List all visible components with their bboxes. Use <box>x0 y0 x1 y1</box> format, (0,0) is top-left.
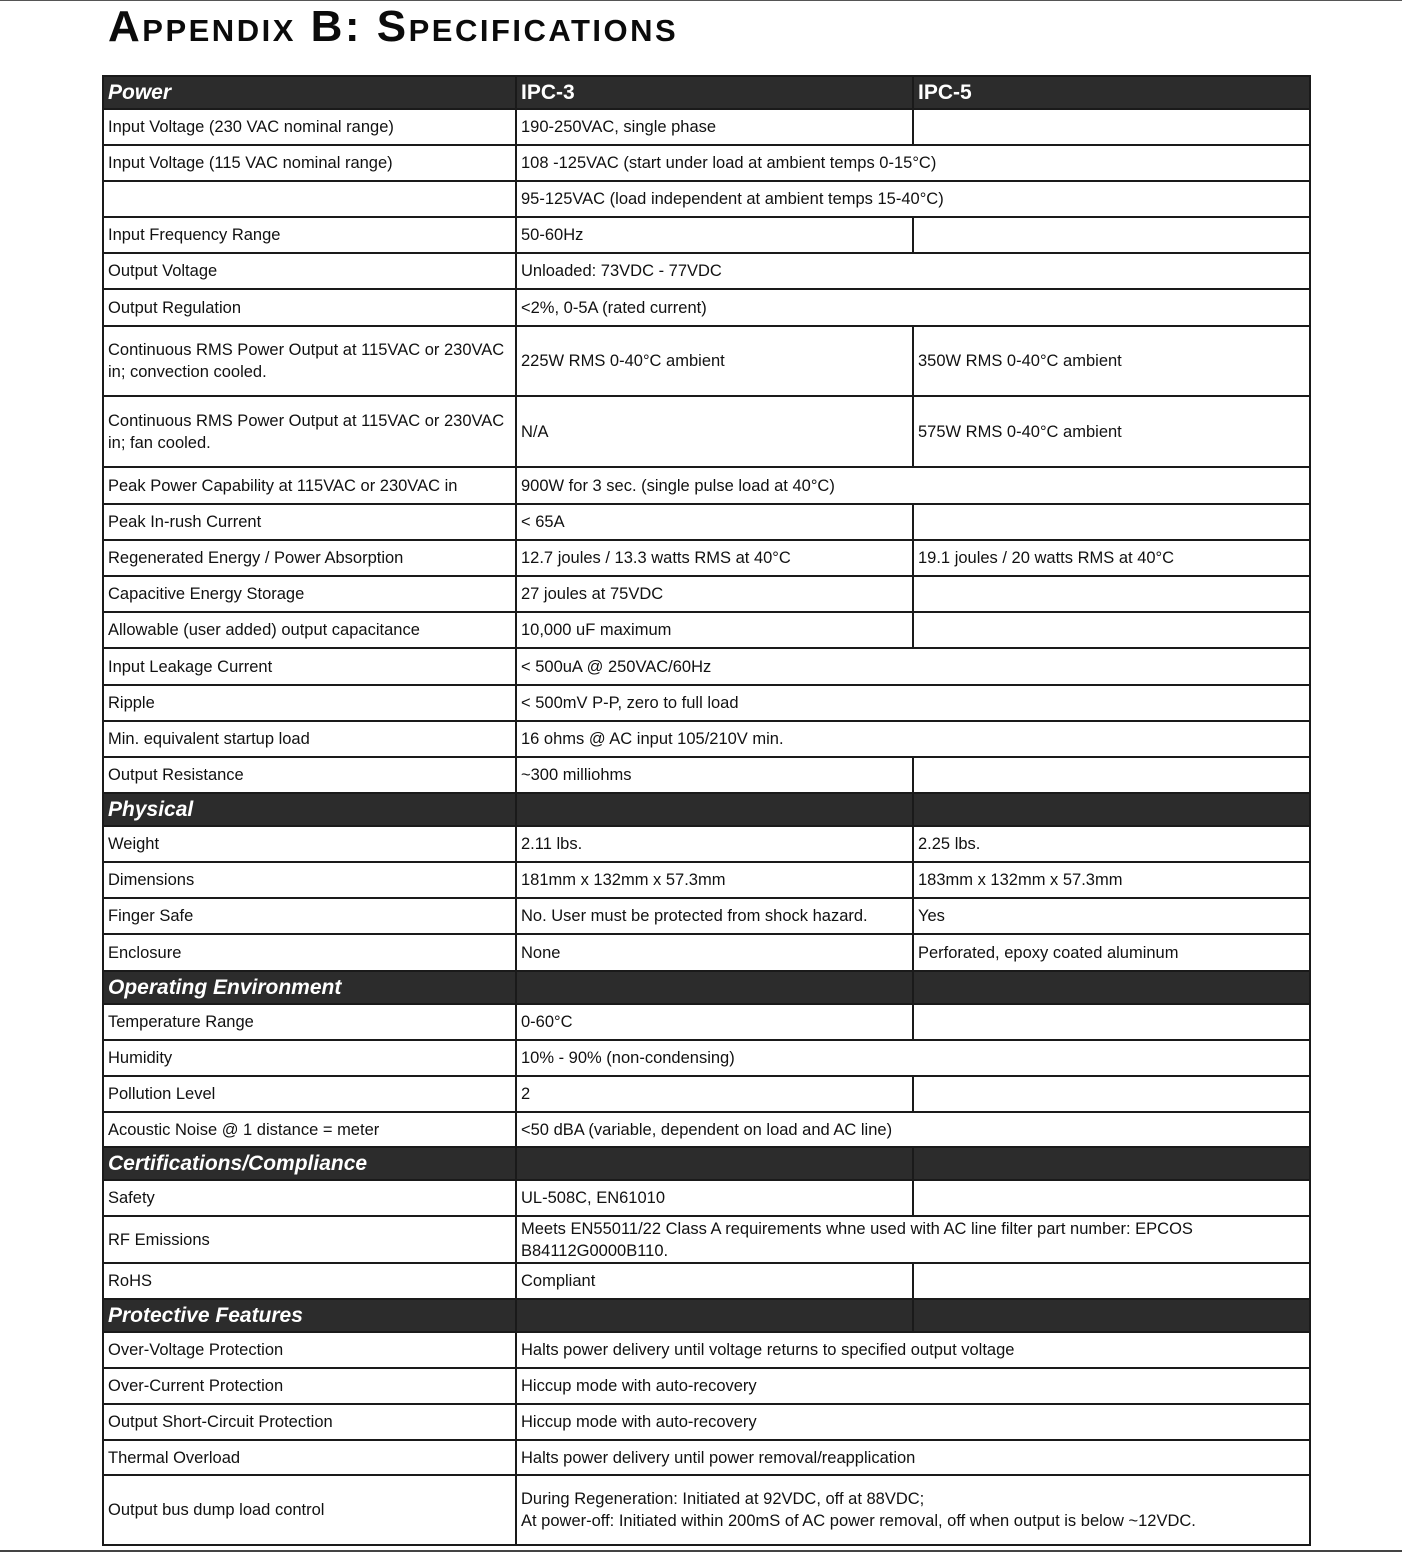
spec-label: Regenerated Energy / Power Absorption <box>103 540 516 576</box>
table-row <box>103 145 1310 181</box>
spec-label: Humidity <box>103 1040 516 1076</box>
spec-value-both: 900W for 3 sec. (single pulse load at 40°C) <box>516 467 1310 504</box>
spec-value-ipc5 <box>913 1004 1310 1040</box>
spec-value-ipc5: 19.1 joules / 20 watts RMS at 40°C <box>913 540 1310 576</box>
spec-label: Min. equivalent startup load <box>103 721 516 757</box>
table-row <box>103 1040 1310 1076</box>
table-row <box>103 1475 1310 1545</box>
bottom-rule <box>0 1550 1402 1552</box>
spec-value-ipc3: UL-508C, EN61010 <box>516 1180 913 1216</box>
spec-label: Output Resistance <box>103 757 516 793</box>
specifications-table <box>102 75 1311 1546</box>
top-rule <box>0 0 1402 1</box>
spec-label: Safety <box>103 1180 516 1216</box>
spec-value-ipc3: 225W RMS 0-40°C ambient <box>516 326 913 396</box>
spec-value-line: Meets EN55011/22 Class A requirements whne used with AC line filter part number: EPCOS <box>521 1219 1193 1238</box>
spec-value-both: < 500mV P-P, zero to full load <box>516 685 1310 721</box>
spec-value-ipc5: Yes <box>913 898 1310 934</box>
section-header-spacer <box>516 793 913 826</box>
spec-value-ipc5: 2.25 lbs. <box>913 826 1310 862</box>
section-title: Protective Features <box>103 1299 516 1332</box>
section-header-spacer <box>913 1299 1310 1332</box>
column-header-ipc3: IPC-3 <box>516 76 913 109</box>
spec-value-ipc3: 181mm x 132mm x 57.3mm <box>516 862 913 898</box>
spec-label: Temperature Range <box>103 1004 516 1040</box>
table-row <box>103 862 1310 898</box>
spec-label: Dimensions <box>103 862 516 898</box>
spec-value-both: Halts power delivery until power removal/reapplication <box>516 1440 1310 1475</box>
table-row <box>103 396 1310 467</box>
spec-value-both: 95-125VAC (load independent at ambient temps 15-40°C) <box>516 181 1310 217</box>
section-header-spacer <box>516 1299 913 1332</box>
spec-value-ipc5: 350W RMS 0-40°C ambient <box>913 326 1310 396</box>
section-title: Operating Environment <box>103 971 516 1004</box>
spec-value-both: <50 dBA (variable, dependent on load and AC line) <box>516 1112 1310 1147</box>
page-title: Appendix B: Specifications <box>108 2 679 51</box>
spec-label: Pollution Level <box>103 1076 516 1112</box>
spec-value-ipc5 <box>913 576 1310 612</box>
spec-value-ipc5: 183mm x 132mm x 57.3mm <box>913 862 1310 898</box>
spec-label: Ripple <box>103 685 516 721</box>
spec-label: Over-Voltage Protection <box>103 1332 516 1368</box>
table-row <box>103 467 1310 504</box>
table-row <box>103 1004 1310 1040</box>
spec-label: Continuous RMS Power Output at 115VAC or 230VAC in; fan cooled. <box>103 396 516 467</box>
spec-label: Output bus dump load control <box>103 1475 516 1545</box>
spec-value-ipc3: 12.7 joules / 13.3 watts RMS at 40°C <box>516 540 913 576</box>
spec-value-both: < 500uA @ 250VAC/60Hz <box>516 648 1310 685</box>
table-row <box>103 934 1310 971</box>
spec-label: Input Frequency Range <box>103 217 516 253</box>
spec-value-line: B84112G0000B110. <box>521 1241 669 1260</box>
table-row <box>103 217 1310 253</box>
spec-value-ipc5 <box>913 217 1310 253</box>
spec-value-both: Unloaded: 73VDC - 77VDC <box>516 253 1310 289</box>
spec-value-ipc5: 575W RMS 0-40°C ambient <box>913 396 1310 467</box>
table-row <box>103 1112 1310 1147</box>
table-row <box>103 898 1310 934</box>
spec-label: RF Emissions <box>103 1216 516 1263</box>
spec-value-both: Hiccup mode with auto-recovery <box>516 1368 1310 1404</box>
spec-label: Capacitive Energy Storage <box>103 576 516 612</box>
spec-label: Allowable (user added) output capacitance <box>103 612 516 648</box>
section-title: Power <box>103 76 516 109</box>
spec-label: Input Voltage (115 VAC nominal range) <box>103 145 516 181</box>
section-header-spacer <box>913 1147 1310 1180</box>
table-row <box>103 109 1310 145</box>
section-header-spacer <box>516 971 913 1004</box>
section-header-certifications <box>103 1147 1310 1180</box>
table-row <box>103 181 1310 217</box>
spec-value-ipc3: None <box>516 934 913 971</box>
spec-value-both: <2%, 0-5A (rated current) <box>516 289 1310 326</box>
table-row <box>103 504 1310 540</box>
table-row <box>103 612 1310 648</box>
spec-value-ipc3: 27 joules at 75VDC <box>516 576 913 612</box>
section-title: Certifications/Compliance <box>103 1147 516 1180</box>
spec-label: Over-Current Protection <box>103 1368 516 1404</box>
spec-value-both: Hiccup mode with auto-recovery <box>516 1404 1310 1440</box>
table-row <box>103 1216 1310 1263</box>
section-header-protective <box>103 1299 1310 1332</box>
spec-label: Continuous RMS Power Output at 115VAC or 230VAC in; convection cooled. <box>103 326 516 396</box>
table-row <box>103 1332 1310 1368</box>
spec-label: Peak In-rush Current <box>103 504 516 540</box>
section-header-physical <box>103 793 1310 826</box>
section-header-power <box>103 76 1310 109</box>
spec-value-ipc3: ~300 milliohms <box>516 757 913 793</box>
spec-label: Acoustic Noise @ 1 distance = meter <box>103 1112 516 1147</box>
spec-value-ipc5: Perforated, epoxy coated aluminum <box>913 934 1310 971</box>
spec-label: Output Voltage <box>103 253 516 289</box>
specifications-table-body <box>103 76 1310 1545</box>
spec-value-ipc3: 50-60Hz <box>516 217 913 253</box>
table-row <box>103 326 1310 396</box>
table-row <box>103 576 1310 612</box>
spec-label: Enclosure <box>103 934 516 971</box>
spec-value-ipc5 <box>913 109 1310 145</box>
spec-value-ipc5 <box>913 1180 1310 1216</box>
spec-value-ipc5 <box>913 504 1310 540</box>
table-row <box>103 540 1310 576</box>
spec-label: Input Voltage (230 VAC nominal range) <box>103 109 516 145</box>
spec-label: Finger Safe <box>103 898 516 934</box>
column-header-ipc5: IPC-5 <box>913 76 1310 109</box>
spec-value-ipc5 <box>913 757 1310 793</box>
table-row <box>103 685 1310 721</box>
spec-value-both: 16 ohms @ AC input 105/210V min. <box>516 721 1310 757</box>
spec-value-ipc3: < 65A <box>516 504 913 540</box>
table-row <box>103 253 1310 289</box>
table-row <box>103 1368 1310 1404</box>
section-header-spacer <box>516 1147 913 1180</box>
section-header-spacer <box>913 793 1310 826</box>
spec-value-ipc3: N/A <box>516 396 913 467</box>
table-row <box>103 757 1310 793</box>
spec-value-ipc5 <box>913 612 1310 648</box>
section-title: Physical <box>103 793 516 826</box>
table-row <box>103 721 1310 757</box>
spec-value-ipc5 <box>913 1263 1310 1299</box>
spec-value-line: At power-off: Initiated within 200mS of AC power removal, off when output is below ~12VDC. <box>521 1512 1196 1530</box>
table-row <box>103 826 1310 862</box>
spec-label: Weight <box>103 826 516 862</box>
table-row <box>103 289 1310 326</box>
spec-label: RoHS <box>103 1263 516 1299</box>
spec-value-line: During Regeneration: Initiated at 92VDC, off at 88VDC; <box>521 1490 925 1508</box>
spec-value-both: Halts power delivery until voltage returns to specified output voltage <box>516 1332 1310 1368</box>
table-row <box>103 648 1310 685</box>
table-row <box>103 1440 1310 1475</box>
spec-value-both: 108 -125VAC (start under load at ambient temps 0-15°C) <box>516 145 1310 181</box>
spec-label <box>103 181 516 217</box>
spec-value-ipc3: 0-60°C <box>516 1004 913 1040</box>
table-row <box>103 1180 1310 1216</box>
spec-label: Peak Power Capability at 115VAC or 230VAC in <box>103 467 516 504</box>
table-row <box>103 1263 1310 1299</box>
spec-value-ipc3: 190-250VAC, single phase <box>516 109 913 145</box>
spec-label: Input Leakage Current <box>103 648 516 685</box>
table-row <box>103 1076 1310 1112</box>
section-header-spacer <box>913 971 1310 1004</box>
spec-value-ipc5 <box>913 1076 1310 1112</box>
spec-value-both: 10% - 90% (non-condensing) <box>516 1040 1310 1076</box>
spec-value-ipc3: Compliant <box>516 1263 913 1299</box>
spec-label: Output Regulation <box>103 289 516 326</box>
table-row <box>103 1404 1310 1440</box>
spec-value-ipc3: 2.11 lbs. <box>516 826 913 862</box>
spec-label: Output Short-Circuit Protection <box>103 1404 516 1440</box>
spec-value-ipc3: No. User must be protected from shock hazard. <box>516 898 913 934</box>
spec-value-both <box>516 1216 1310 1263</box>
spec-value-ipc3: 2 <box>516 1076 913 1112</box>
spec-value-both <box>516 1475 1310 1545</box>
spec-label: Thermal Overload <box>103 1440 516 1475</box>
spec-value-ipc3: 10,000 uF maximum <box>516 612 913 648</box>
section-header-environment <box>103 971 1310 1004</box>
